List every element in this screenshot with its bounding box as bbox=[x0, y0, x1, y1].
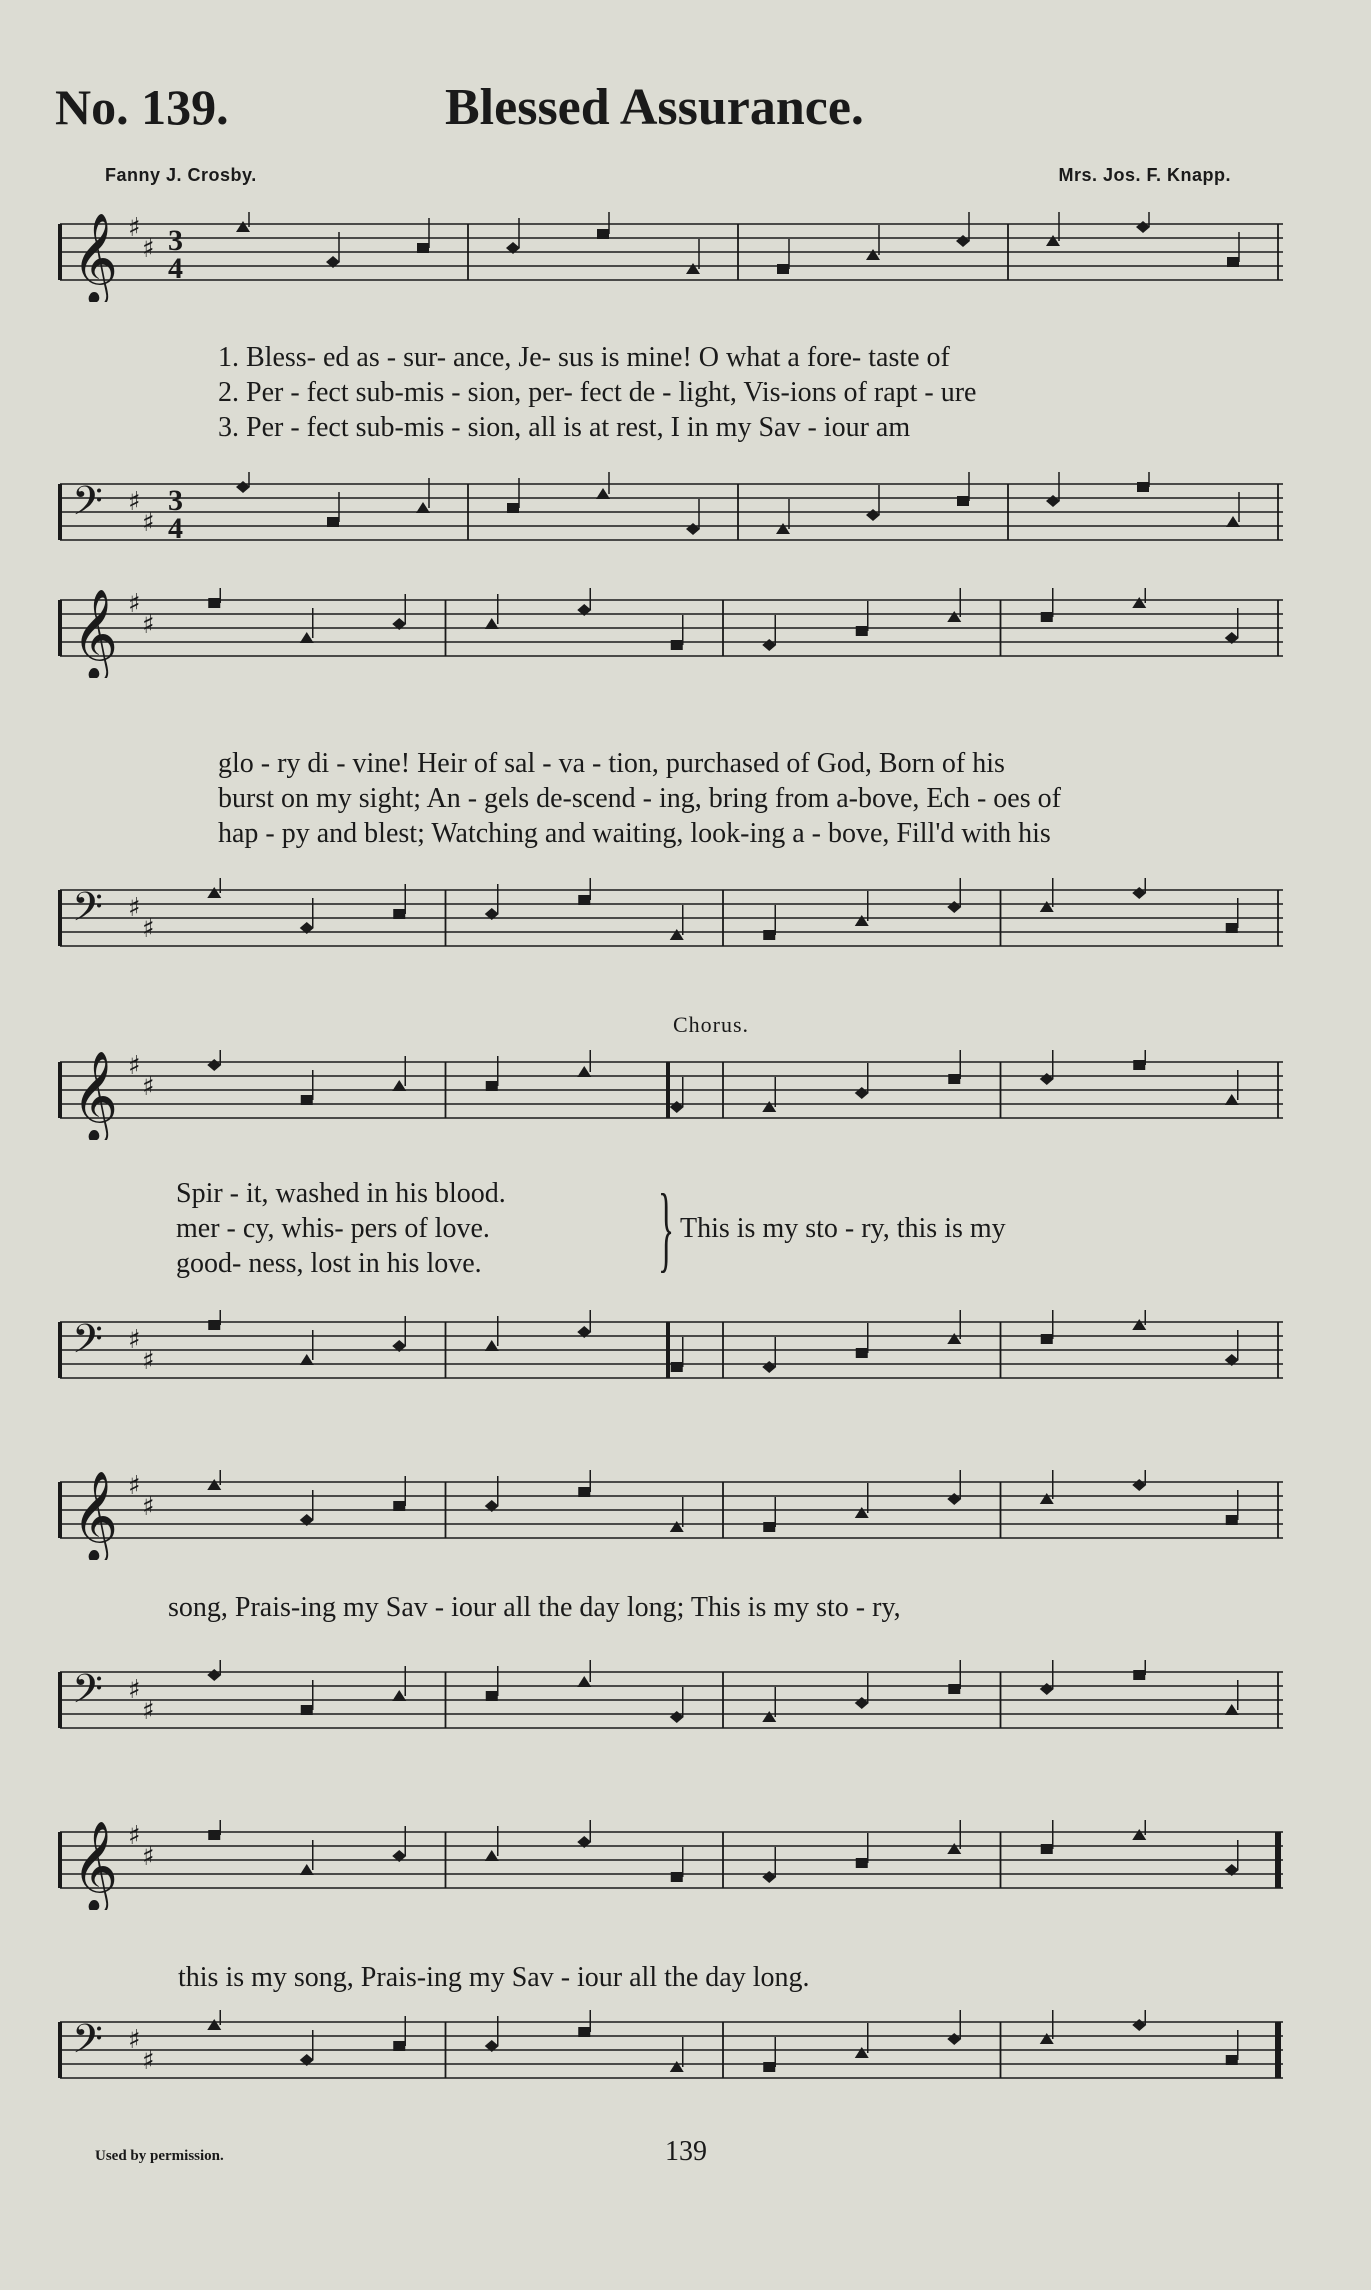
sharp-icon: ♯ bbox=[128, 1675, 141, 1705]
note-head bbox=[1226, 1515, 1238, 1525]
bass-staff-lines bbox=[58, 2010, 1288, 2100]
verse-3-ending: good- ness, lost in his love. bbox=[176, 1248, 482, 1279]
sharp-icon: ♯ bbox=[142, 1492, 155, 1522]
chorus-line-3: this is my song, Prais-ing my Sav - iour all the day long. bbox=[178, 1962, 810, 1993]
bass-staff-lines bbox=[58, 1310, 1288, 1400]
time-signature-top: 3 bbox=[168, 484, 183, 517]
time-signature-bottom: 4 bbox=[168, 252, 183, 285]
note-head bbox=[300, 1354, 314, 1365]
note-head bbox=[1040, 1683, 1054, 1695]
note-head bbox=[1040, 901, 1054, 912]
verse-3-line: 3. Per - fect sub-mis - sion, all is at rest, I in my Sav - iour am bbox=[218, 412, 911, 443]
treble-staff bbox=[58, 588, 1288, 678]
note-head bbox=[1225, 1704, 1239, 1715]
note-head bbox=[301, 1095, 313, 1105]
note-head bbox=[776, 523, 790, 534]
treble-clef-icon: 𝄞 bbox=[72, 1821, 119, 1910]
note-head bbox=[947, 1333, 961, 1344]
bass-staff bbox=[58, 878, 1288, 944]
note-head bbox=[1041, 612, 1053, 622]
note-head bbox=[1040, 2033, 1054, 2044]
note-head bbox=[207, 2019, 221, 2030]
music-system-1 bbox=[58, 200, 1288, 550]
sharp-icon: ♯ bbox=[128, 1821, 141, 1851]
music-system-3 bbox=[58, 1010, 1288, 1410]
note-head bbox=[947, 1493, 961, 1505]
note-head bbox=[762, 1871, 776, 1883]
note-head bbox=[1226, 2055, 1238, 2065]
verse-1-ending: Spir - it, washed in his blood. bbox=[176, 1178, 506, 1209]
treble-staff-lines bbox=[58, 1470, 1288, 1560]
treble-staff-lines bbox=[58, 588, 1288, 678]
note-head bbox=[763, 1522, 775, 1532]
treble-clef-icon: 𝄞 bbox=[72, 1471, 119, 1560]
composer-credit: Mrs. Jos. F. Knapp. bbox=[1058, 165, 1231, 185]
note-head bbox=[686, 263, 700, 274]
sharp-icon: ♯ bbox=[128, 2025, 141, 2055]
note-head bbox=[855, 1697, 869, 1709]
verse-1-line: glo - ry di - vine! Heir of sal - va - tion, purchased of God, Born of his bbox=[218, 748, 1005, 779]
note-head bbox=[1132, 1829, 1146, 1840]
note-head bbox=[762, 639, 776, 651]
note-head bbox=[1132, 597, 1146, 608]
music-system-5 bbox=[58, 1800, 1288, 2100]
treble-staff bbox=[58, 1820, 1288, 1910]
time-signature-bottom: 4 bbox=[168, 512, 183, 545]
note-head bbox=[762, 1101, 776, 1112]
bass-staff-lines bbox=[58, 878, 1288, 968]
bass-staff bbox=[58, 472, 1288, 545]
note-head bbox=[763, 2062, 775, 2072]
note-head bbox=[670, 929, 684, 940]
treble-clef-icon: 𝄞 bbox=[72, 589, 119, 678]
note-head bbox=[671, 1872, 683, 1882]
note-head bbox=[947, 2033, 961, 2045]
note-head bbox=[207, 1059, 221, 1071]
note-head bbox=[1132, 2019, 1146, 2031]
sharp-icon: ♯ bbox=[142, 1346, 155, 1376]
sharp-icon: ♯ bbox=[128, 213, 141, 243]
sharp-icon: ♯ bbox=[142, 914, 155, 944]
note-head bbox=[301, 1705, 313, 1715]
note-head bbox=[670, 1521, 684, 1532]
bass-staff-lines bbox=[58, 1660, 1288, 1750]
sharp-icon: ♯ bbox=[142, 1696, 155, 1726]
note-head bbox=[1040, 1493, 1054, 1504]
sharp-icon: ♯ bbox=[128, 589, 141, 619]
bass-staff bbox=[58, 1660, 1288, 1726]
bass-staff bbox=[58, 1310, 1288, 1376]
note-head bbox=[947, 611, 961, 622]
note-head bbox=[236, 221, 250, 232]
treble-staff bbox=[58, 1470, 1288, 1560]
note-head bbox=[1226, 516, 1240, 527]
note-head bbox=[686, 523, 700, 535]
sharp-icon: ♯ bbox=[142, 508, 155, 538]
note-head bbox=[866, 249, 880, 260]
music-system-4 bbox=[58, 1450, 1288, 1750]
verse-2-line: 2. Per - fect sub-mis - sion, per- fect de - light, Vis-ions of rapt - ure bbox=[218, 377, 977, 408]
note-head bbox=[1132, 887, 1146, 899]
note-head bbox=[1133, 1670, 1145, 1680]
note-head bbox=[327, 517, 339, 527]
note-head bbox=[956, 235, 970, 247]
note-head bbox=[208, 598, 220, 608]
note-head bbox=[393, 909, 405, 919]
note-head bbox=[1226, 923, 1238, 933]
verse-3-line: hap - py and blest; Watching and waiting, look-ing a - bove, Fill'd with his bbox=[218, 818, 1051, 849]
hymn-title: Blessed Assurance. bbox=[445, 79, 864, 136]
sharp-icon: ♯ bbox=[142, 234, 155, 264]
note-head bbox=[208, 1320, 220, 1330]
sharp-icon: ♯ bbox=[128, 893, 141, 923]
note-head bbox=[392, 1690, 406, 1701]
permission-note: Used by permission. bbox=[95, 2148, 224, 2164]
bass-clef-icon: 𝄢 bbox=[72, 2016, 103, 2072]
bass-staff bbox=[58, 2010, 1288, 2076]
chorus-line-1: This is my sto - ry, this is my bbox=[680, 1213, 1006, 1244]
time-signature-top: 3 bbox=[168, 224, 183, 257]
treble-clef-icon: 𝄞 bbox=[72, 1051, 119, 1140]
sharp-icon: ♯ bbox=[128, 1051, 141, 1081]
treble-staff-lines bbox=[58, 1820, 1288, 1910]
note-head bbox=[300, 632, 314, 643]
note-head bbox=[855, 2047, 869, 2058]
note-head bbox=[1046, 235, 1060, 246]
bass-clef-icon: 𝄢 bbox=[72, 1666, 103, 1722]
treble-staff bbox=[58, 1050, 1288, 1140]
note-head bbox=[208, 1830, 220, 1840]
note-head bbox=[393, 2041, 405, 2051]
chorus-line-2: song, Prais-ing my Sav - iour all the day long; This is my sto - ry, bbox=[168, 1592, 901, 1623]
note-head bbox=[1225, 1094, 1239, 1105]
page-number: 139 bbox=[665, 2136, 707, 2167]
note-head bbox=[207, 1669, 221, 1681]
note-head bbox=[866, 509, 880, 521]
sharp-icon: ♯ bbox=[128, 487, 141, 517]
note-head bbox=[856, 626, 868, 636]
chorus-brace: } bbox=[658, 1174, 675, 1281]
note-head bbox=[578, 895, 590, 905]
note-head bbox=[596, 488, 610, 499]
note-head bbox=[670, 1101, 684, 1113]
bass-clef-icon: 𝄢 bbox=[72, 1316, 103, 1372]
note-head bbox=[1132, 1319, 1146, 1330]
lyricist-credit: Fanny J. Crosby. bbox=[105, 165, 257, 185]
note-head bbox=[1136, 221, 1150, 233]
note-head bbox=[485, 1340, 499, 1351]
note-head bbox=[577, 1676, 591, 1687]
note-head bbox=[236, 481, 250, 493]
note-head bbox=[1133, 1060, 1145, 1070]
note-head bbox=[207, 887, 221, 898]
note-head bbox=[855, 915, 869, 926]
note-head bbox=[947, 901, 961, 913]
sharp-icon: ♯ bbox=[142, 610, 155, 640]
chorus-label: Chorus. bbox=[673, 1012, 750, 1037]
note-head bbox=[670, 2061, 684, 2072]
note-head bbox=[485, 1850, 499, 1861]
note-head bbox=[855, 1087, 869, 1099]
note-head bbox=[947, 1843, 961, 1854]
note-head bbox=[856, 1348, 868, 1358]
bass-clef-icon: 𝄢 bbox=[72, 884, 103, 940]
note-head bbox=[578, 2027, 590, 2037]
note-head bbox=[1041, 1844, 1053, 1854]
note-head bbox=[416, 502, 430, 513]
note-head bbox=[1046, 495, 1060, 507]
treble-staff-lines bbox=[58, 212, 1288, 302]
note-head bbox=[1041, 1334, 1053, 1344]
sharp-icon: ♯ bbox=[142, 2046, 155, 2076]
sharp-icon: ♯ bbox=[128, 1325, 141, 1355]
note-head bbox=[957, 496, 969, 506]
treble-staff bbox=[58, 212, 1288, 302]
bass-staff-lines bbox=[58, 472, 1288, 562]
note-head bbox=[670, 1711, 684, 1723]
note-head bbox=[856, 1858, 868, 1868]
note-head bbox=[393, 1501, 405, 1511]
verse-1-line: 1. Bless- ed as - sur- ance, Je- sus is mine! O what a fore- taste of bbox=[218, 342, 950, 373]
note-head bbox=[1040, 1073, 1054, 1085]
music-system-2 bbox=[58, 588, 1288, 978]
sharp-icon: ♯ bbox=[142, 1842, 155, 1872]
treble-clef-icon: 𝄞 bbox=[72, 213, 119, 302]
note-head bbox=[507, 503, 519, 513]
note-head bbox=[855, 1507, 869, 1518]
sharp-icon: ♯ bbox=[128, 1471, 141, 1501]
note-head bbox=[485, 618, 499, 629]
treble-staff-lines bbox=[58, 1050, 1288, 1140]
note-head bbox=[578, 1487, 590, 1497]
note-head bbox=[948, 1074, 960, 1084]
note-head bbox=[1137, 482, 1149, 492]
note-head bbox=[300, 1864, 314, 1875]
note-head bbox=[486, 1081, 498, 1091]
note-head bbox=[762, 1361, 776, 1373]
note-head bbox=[671, 1362, 683, 1372]
note-head bbox=[207, 1479, 221, 1490]
note-head bbox=[577, 1066, 591, 1077]
note-head bbox=[948, 1684, 960, 1694]
note-head bbox=[1227, 257, 1239, 267]
note-head bbox=[392, 1080, 406, 1091]
sharp-icon: ♯ bbox=[142, 1072, 155, 1102]
bass-clef-icon: 𝄢 bbox=[72, 478, 103, 534]
note-head bbox=[671, 640, 683, 650]
note-head bbox=[777, 264, 789, 274]
hymn-number: No. 139. bbox=[55, 79, 229, 135]
verse-2-ending: mer - cy, whis- pers of love. bbox=[176, 1213, 490, 1244]
note-head bbox=[597, 229, 609, 239]
note-head bbox=[762, 1711, 776, 1722]
note-head bbox=[1132, 1479, 1146, 1491]
verse-2-line: burst on my sight; An - gels de-scend - ing, bring from a-bove, Ech - oes of bbox=[218, 783, 1061, 814]
note-head bbox=[486, 1691, 498, 1701]
note-head bbox=[763, 930, 775, 940]
note-head bbox=[417, 243, 429, 253]
